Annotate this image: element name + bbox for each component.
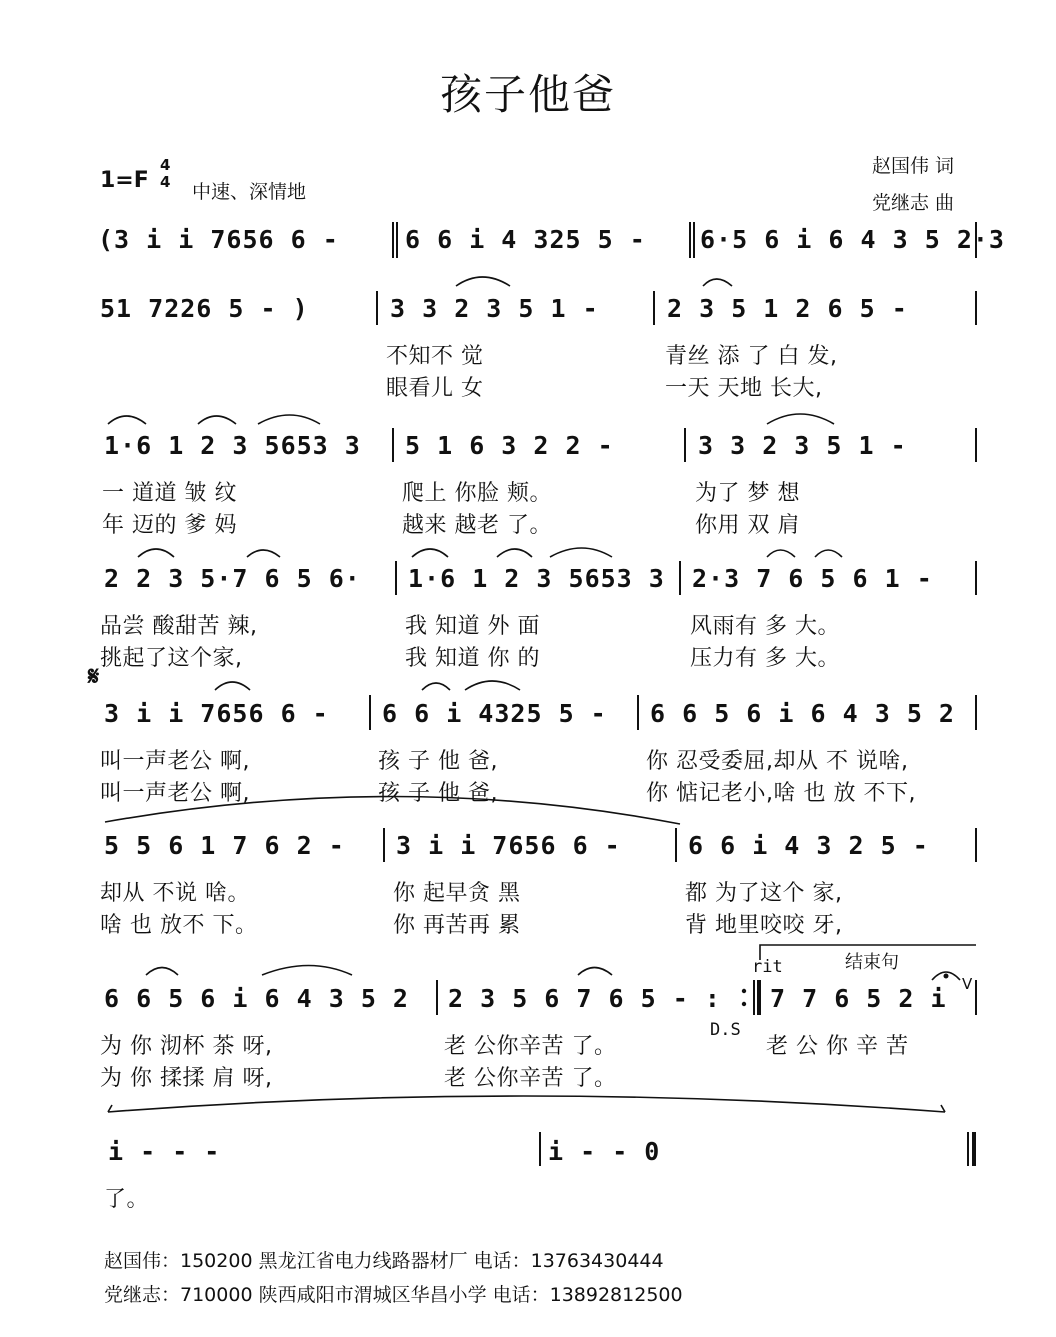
lyric-s5-m2-v2: 孩 子 他 爸, [378, 781, 498, 806]
slur [767, 414, 834, 424]
lyric-s3-m2-v1: 爬上 你脸 颊。 [402, 481, 552, 506]
lyric-s3-m1-v1: 一 道道 皱 纹 [102, 481, 237, 506]
lyric-s2-m2-v2: 眼看儿 女 [386, 376, 484, 401]
lyric-s7-m2-v2: 老 公你辛苦 了。 [444, 1066, 617, 1091]
notes-s4-m2: 1·6 1 2 3 5653 3 [408, 564, 665, 593]
slur [108, 1096, 945, 1112]
composer-credit: 党继志 曲 [872, 192, 955, 214]
slur [703, 279, 732, 286]
notes-s3-m3: 3 3 2 3 5 1 - [698, 431, 907, 460]
notes-s2-m2: 3 3 2 3 5 1 - [390, 294, 599, 323]
notes-s3-m2: 5 1 6 3 2 2 - [405, 431, 614, 460]
lyric-s4-m3-v2: 压力有 多 大。 [690, 646, 840, 671]
slur [215, 682, 250, 690]
slur [258, 415, 320, 424]
lyric-s2-m3-v1: 青丝 添 了 白 发, [665, 344, 838, 369]
notes-s4-m1: 2 2 3 5·7 6 5 6· [104, 564, 361, 593]
notes-s5-m3: 6 6 5 6 i 6 4 3 5 2 [650, 699, 955, 728]
lyric-s5-m1-v2: 叫一声老公 啊, [100, 781, 250, 806]
lyric-s6-m1-v1: 却从 不说 啥。 [100, 881, 250, 906]
lyric-s4-m2-v2: 我 知道 你 的 [405, 646, 540, 671]
slur [456, 277, 510, 286]
notes-s1-m1: (3 i i 7656 6 - [98, 225, 339, 254]
slur [262, 966, 352, 976]
slur [422, 683, 450, 690]
slur [578, 968, 612, 976]
lyric-s6-m3-v1: 都 为了这个 家, [685, 881, 843, 906]
lyric-s6-m1-v2: 啥 也 放不 下。 [100, 913, 258, 938]
notes-s6-m1: 5 5 6 1 7 6 2 - [104, 831, 345, 860]
lyric-s2-m3-v2: 一天 天地 长大, [665, 376, 823, 401]
notes-s8-m2: i - - 0 [548, 1137, 661, 1166]
lyric-s5-m2-v1: 孩 子 他 爸, [378, 749, 498, 774]
notes-s4-m3: 2·3 7 6 5 6 1 - [692, 564, 933, 593]
slur [146, 968, 178, 976]
notes-s1-m3: 6·5 6 i 6 4 3 5 2·3 [700, 225, 1005, 254]
notes-s8-m1: i - - - [108, 1137, 221, 1166]
slur [412, 549, 448, 557]
lyric-s3-m3-v1: 为了 梦 想 [695, 481, 800, 506]
notes-s6-m3: 6 6 i 4 3 2 5 - [688, 831, 929, 860]
time-sig-top: 4 [160, 156, 171, 174]
footer-lyricist-contact: 赵国伟：150200 黑龙江省电力线路器材厂 电话：13763430444 [104, 1250, 664, 1272]
ds-marking: D.S [710, 1020, 741, 1040]
ending-bracket [760, 945, 976, 960]
lyric-s4-m2-v1: 我 知道 外 面 [405, 614, 540, 639]
notes-s3-m1: 1·6 1 2 3 5653 3 [104, 431, 361, 460]
ending-label: 结束句 [845, 952, 899, 973]
notes-s5-m2: 6 6 i 4325 5 - [382, 699, 607, 728]
lyric-s7-m1-v2: 为 你 揉揉 肩 呀, [100, 1066, 273, 1091]
lyric-s3-m2-v2: 越来 越老 了。 [402, 513, 552, 538]
slur [497, 549, 532, 557]
song-title: 孩子他爸 [439, 70, 616, 119]
notes-s7-m3: 7 7 6 5 2 i [770, 984, 947, 1013]
notes-s6-m2: 3 i i 7656 6 - [396, 831, 621, 860]
key-signature: 1=F [100, 168, 149, 193]
notes-s7-m2: 2 3 5 6 7 6 5 - : [448, 984, 721, 1013]
lyric-s6-m2-v1: 你 起早贪 黑 [393, 881, 521, 906]
slur [108, 416, 146, 424]
lyric-s8-m1-v1: 了。 [104, 1187, 150, 1212]
fermata-dot [944, 974, 949, 979]
lyric-s7-m3-v1: 老 公 你 辛 苦 [766, 1034, 909, 1059]
segno-sign: 𝄋 [88, 662, 100, 692]
notes-s2-m1: 51 7226 5 - ) [100, 294, 309, 323]
rit-marking: rit [752, 957, 783, 977]
lyric-s7-m1-v1: 为 你 沏杯 茶 呀, [100, 1034, 273, 1059]
notes-s5-m1: 3 i i 7656 6 - [104, 699, 329, 728]
lyric-s5-m3-v2: 你 惦记老小,啥 也 放 不下, [646, 781, 916, 806]
repeat-dot [742, 1002, 746, 1006]
lyric-s4-m1-v2: 挑起了这个家, [100, 646, 243, 671]
slur [138, 549, 174, 557]
lyric-s7-m2-v1: 老 公你辛苦 了。 [444, 1034, 617, 1059]
lyric-s5-m1-v1: 叫一声老公 啊, [100, 749, 250, 774]
notes-s7-m1: 6 6 5 6 i 6 4 3 5 2 [104, 984, 409, 1013]
slur [815, 550, 842, 557]
tempo-marking: 中速、深情地 [192, 181, 307, 203]
footer-composer-contact: 党继志：710000 陕西咸阳市渭城区华昌小学 电话：13892812500 [104, 1284, 683, 1306]
slur [105, 796, 680, 824]
lyric-s2-m2-v1: 不知不 觉 [386, 344, 484, 369]
slur [465, 681, 520, 690]
lyric-s3-m1-v2: 年 迈的 爹 妈 [102, 513, 237, 538]
notes-s1-m2: 6 6 i 4 325 5 - [405, 225, 646, 254]
lyric-s4-m3-v1: 风雨有 多 大。 [690, 614, 840, 639]
lyric-s6-m3-v2: 背 地里咬咬 牙, [685, 913, 843, 938]
lyricist-credit: 赵国伟 词 [872, 155, 955, 177]
notes-s2-m3: 2 3 5 1 2 6 5 - [667, 294, 908, 323]
lyric-s5-m3-v1: 你 忍受委屈,却从 不 说啥, [646, 749, 909, 774]
repeat-dot [742, 989, 746, 993]
slur [767, 550, 795, 557]
time-sig-bottom: 4 [160, 173, 171, 191]
lyric-s6-m2-v2: 你 再苦再 累 [393, 913, 521, 938]
slur [247, 550, 280, 557]
breath-mark: V [962, 975, 973, 993]
slur [550, 548, 612, 557]
lyric-s4-m1-v1: 品尝 酸甜苦 辣, [100, 614, 258, 639]
lyric-s3-m3-v2: 你用 双 肩 [695, 513, 800, 538]
slur [198, 416, 236, 424]
